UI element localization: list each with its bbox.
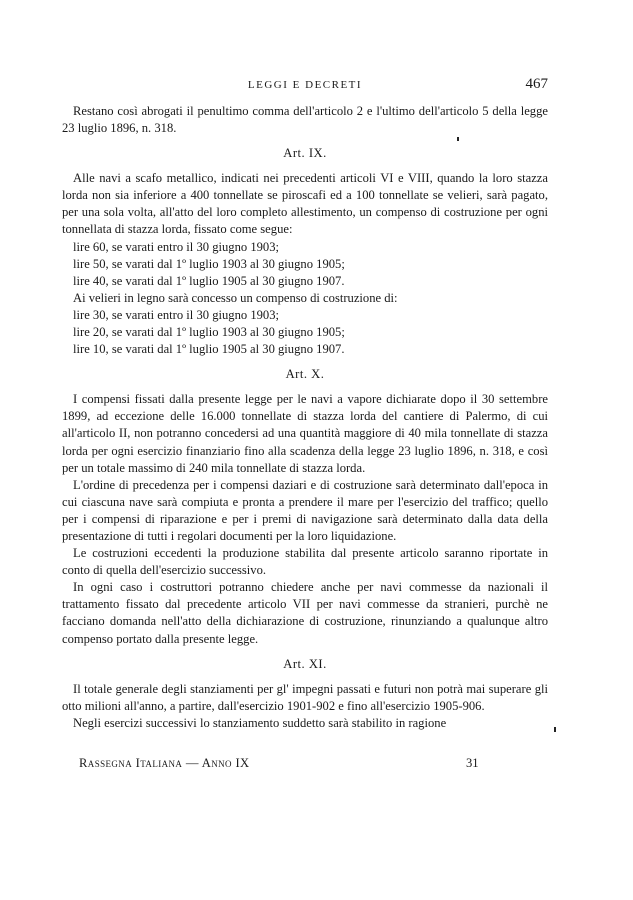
rate-steel-1: lire 60, se varati entro il 30 giugno 1903; <box>73 239 280 254</box>
body-text <box>62 103 548 732</box>
article-11-paragraph-1: Il totale generale degli stanziamenti per gl' impegni passati e futuri non potrà mai superare gli otto milioni all'anno, a partire, dall'esercizio 1901-902 e fino all'esercizio 1905-906. <box>62 681 548 713</box>
rate-steel-2: lire 50, se varati dal 1º luglio 1903 al 30 giugno 1905; <box>73 256 345 271</box>
footer-signature-mark: 31 <box>466 756 479 770</box>
rate-wood-3: lire 10, se varati dal 1º luglio 1905 al 30 giugno 1907. <box>73 342 345 357</box>
article-11-heading: Art. XI. <box>283 656 327 671</box>
intro-paragraph: Restano così abrogati il penultimo comma dell'articolo 2 e l'ultimo dell'articolo 5 della legge 23 luglio 1896, n. 318. <box>62 104 548 136</box>
article-9-paragraph-1: Alle navi a scafo metallico, indicati nei precedenti articoli VI e VIII, quando la loro stazza lorda non sia inferiore a 400 tonnellate se piroscafi ed a 100 tonnellate se velieri, sarà pagato, per una sola volta, all'atto del loro completo allestimento, un compenso di costruzione per ogni tonnellata di stazza lorda, fissato come segue: <box>62 171 548 237</box>
page-footer <box>62 756 548 774</box>
margin-speck <box>457 137 459 141</box>
article-10-heading: Art. X. <box>285 367 325 382</box>
article-11-paragraph-2: Negli esercizi successivi lo stanziamento suddetto sarà stabilito in ragione <box>73 715 447 730</box>
article-9-heading: Art. IX. <box>283 146 327 161</box>
page-number: 467 <box>525 76 548 92</box>
margin-speck <box>554 727 556 732</box>
rate-wood-1: lire 30, se varati entro il 30 giugno 1903; <box>73 307 280 322</box>
article-10-paragraph-4: In ogni caso i costruttori potranno chiedere anche per navi commesse da nazionali il trattamento fissato dal precedente articolo VII per navi commesse da stranieri, purchè ne facciano domanda nell'atto della dichiarazione di costruzione, rinunziando a qualunque altro compenso portato dalla presente legge. <box>62 580 548 646</box>
running-title: LEGGI E DECRETI <box>247 79 363 91</box>
rate-steel-3: lire 40, se varati dal 1º luglio 1905 al 30 giugno 1907. <box>73 273 345 288</box>
article-10-paragraph-3: Le costruzioni eccedenti la produzione stabilita dal presente articolo saranno riportate in conto di quella dell'esercizio successivo. <box>62 546 548 578</box>
article-10-paragraph-1: I compensi fissati dalla presente legge per le navi a vapore dichiarate dopo il 30 settembre 1899, ad eccezione delle 16.000 tonnellate di stazza lorda del cantiere di Palermo, di cui all'articolo II, non potranno concedersi ad una quantità maggiore di 40 mila tonnellate di stazza lorda per ogni esercizio finanziario fino alla scadenza della legge 23 luglio 1896, n. 318, e così per un totale massimo di 240 mila tonnellate di stazza lorda. <box>62 392 548 475</box>
footer-journal-title: Rassegna Italiana — Anno IX <box>79 756 250 770</box>
article-9-paragraph-2: Ai velieri in legno sarà concesso un compenso di costruzione di: <box>73 290 398 305</box>
running-head <box>62 76 548 94</box>
rate-wood-2: lire 20, se varati dal 1º luglio 1903 al 30 giugno 1905; <box>73 325 345 340</box>
article-10-paragraph-2: L'ordine di precedenza per i compensi daziari e di costruzione sarà determinato dall'epoca in cui ciascuna nave sarà compiuta e pronta a prendere il mare per l'esercizio del traffico; quello per i compensi di riparazione e per i premi di navigazione sarà determinato dalla data della presentazione di tutti i regolari documenti per la loro liquidazione. <box>62 477 548 543</box>
